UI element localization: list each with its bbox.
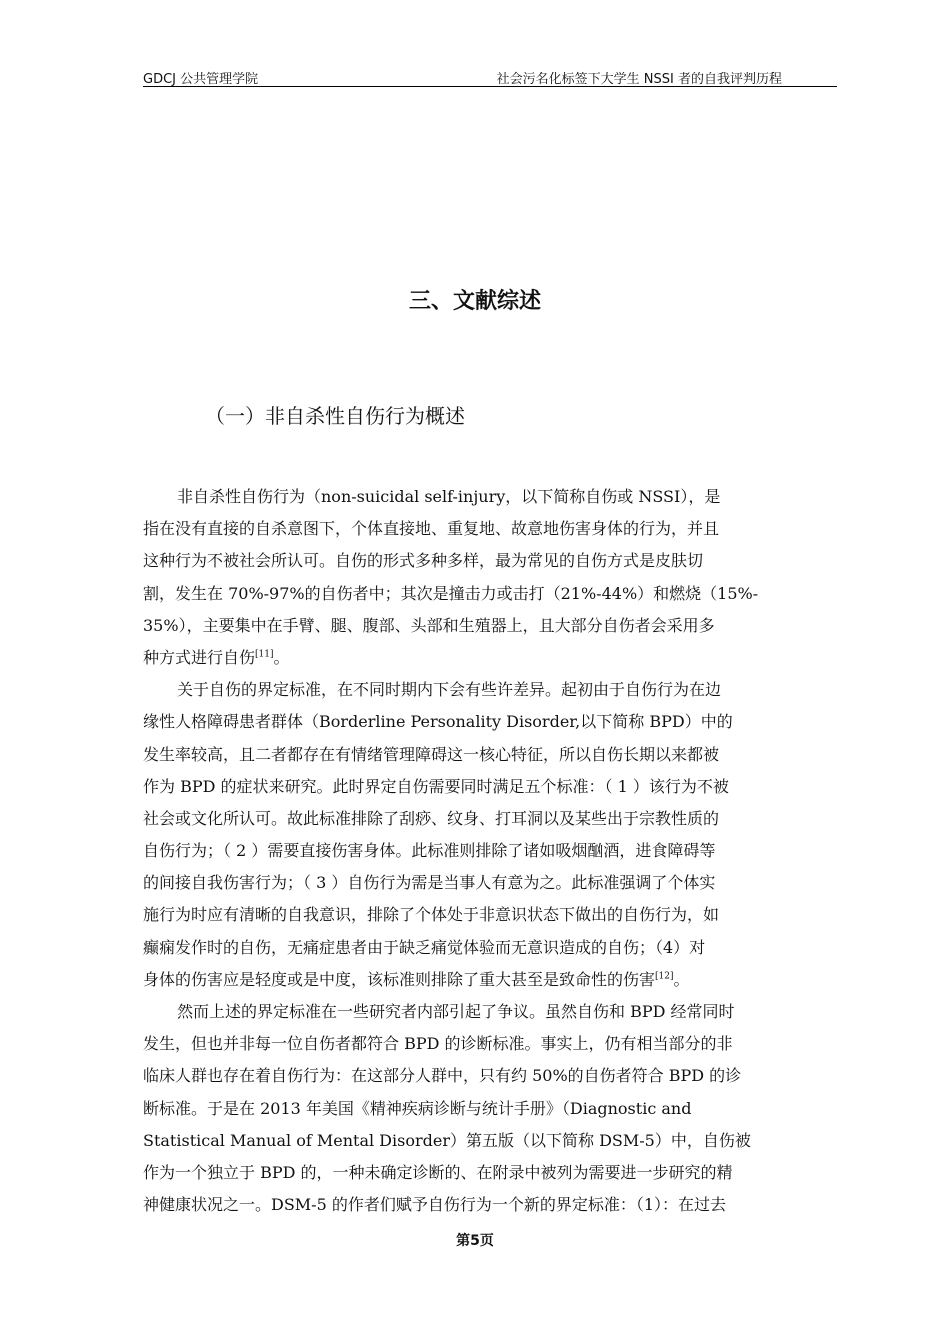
text-line [143, 610, 837, 642]
line-text: 这种行为不被社会所认可。自伤的形式多种多样，最为常见的自伤方式是皮肤切 [143, 551, 704, 571]
line-text: 作为 BPD 的症状来研究。此时界定自伤需要同时满足五个标准：（ 1 ）该行为不被 [143, 776, 729, 796]
line-text: 指在没有直接的自杀意图下，个体直接地、重复地、故意地伤害身体的行为，并且 [143, 519, 720, 539]
line-text: 癫痫发作时的自伤，无痛症患者由于缺乏痛觉体验而无意识造成的自伤；（4）对 [143, 937, 706, 957]
line-text: 自伤行为；（ 2 ）需要直接伤害身体。此标准则排除了诸如吸烟酗酒，进食障碍等 [143, 841, 716, 861]
text-line [143, 1125, 837, 1157]
text-line [143, 996, 837, 1028]
citation-reference: [11] [255, 649, 274, 660]
text-line [143, 1093, 837, 1125]
header-thesis-title: 社会污名化标签下大学生 NSSI 者的自我评判历程 [496, 72, 782, 87]
line-text: Statistical Manual of Mental Disorder）第五版（以下简称 DSM-5）中，自伤被 [143, 1130, 751, 1150]
line-text: 缘性人格障碍患者群体（Borderline Personality Disorder,以下简称 BPD）中的 [143, 712, 733, 732]
text-line [143, 1060, 837, 1092]
page-number: 第5页 [456, 1233, 494, 1249]
line-text: 身体的伤害应是轻度或是中度，该标准则排除了重大甚至是致命性的伤害 [143, 969, 656, 989]
line-text: 然而上述的界定标准在一些研究者内部引起了争议。虽然自伤和 BPD 经常同时 [177, 1002, 735, 1021]
running-header [143, 66, 837, 87]
body-text [143, 481, 837, 1221]
text-line [143, 932, 837, 964]
line-text: 关于自伤的界定标准，在不同时期内下会有些许差异。起初由于自伤行为在边 [177, 680, 722, 700]
line-tail: 。 [273, 647, 290, 667]
line-text: 神健康状况之一。DSM-5 的作者们赋予自伤行为一个新的界定标准：（1）：在过去 [143, 1195, 727, 1215]
text-line [143, 1157, 837, 1189]
line-text: 作为一个独立于 BPD 的，一种未确定诊断的、在附录中被列为需要进一步研究的精 [143, 1162, 733, 1182]
line-text: 社会或文化所认可。故此标准排除了刮痧、纹身、打耳洞以及某些出于宗教性质的 [143, 808, 720, 828]
text-line [143, 642, 837, 674]
line-text: 发生，但也并非每一位自伤者都符合 BPD 的诊断标准。事实上，仍有相当部分的非 [143, 1034, 733, 1054]
line-text: 割，发生在 70%-97%的自伤者中；其次是撞击力或击打（21%-44%）和燃烧（15%- [143, 583, 759, 603]
text-line [143, 674, 837, 706]
line-text: 种方式进行自伤 [143, 647, 256, 667]
text-line [143, 835, 837, 867]
section-title: 三、文献综述 [408, 289, 541, 314]
text-line [143, 1189, 837, 1221]
text-line [143, 803, 837, 835]
text-line [143, 899, 837, 931]
citation-reference: [12] [655, 971, 674, 982]
line-text: 35%），主要集中在手臂、腿、腹部、头部和生殖器上，且大部分自伤者会采用多 [143, 615, 715, 635]
line-text: 临床人群也存在着自伤行为：在这部分人群中，只有约 50%的自伤者符合 BPD 的诊 [143, 1066, 742, 1086]
line-text: 施行为时应有清晰的自我意识，排除了个体处于非意识状态下做出的自伤行为，如 [143, 905, 720, 925]
line-text: 非自杀性自伤行为（non-suicidal self-injury，以下简称自伤或 NSSI），是 [177, 487, 721, 506]
text-line [143, 771, 837, 803]
text-line [143, 578, 837, 610]
header-institution: GDCJ 公共管理学院 [143, 72, 259, 87]
text-line [143, 545, 837, 577]
text-line [143, 513, 837, 545]
text-line [143, 706, 837, 738]
text-line [143, 867, 837, 899]
line-text: 断标准。于是在 2013 年美国《精神疾病诊断与统计手册》（Diagnostic and [143, 1098, 692, 1118]
line-tail: 。 [673, 969, 690, 989]
subsection-title: （一）非自杀性自伤行为概述 [205, 404, 465, 428]
line-text: 发生率较高，且二者都存在有情绪管理障碍这一核心特征，所以自伤长期以来都被 [143, 744, 720, 764]
line-text: 的间接自我伤害行为；（ 3 ）自伤行为需是当事人有意为之。此标准强调了个体实 [143, 873, 716, 893]
text-line [143, 739, 837, 771]
text-line [143, 481, 837, 513]
text-line [143, 964, 837, 996]
text-line [143, 1028, 837, 1060]
